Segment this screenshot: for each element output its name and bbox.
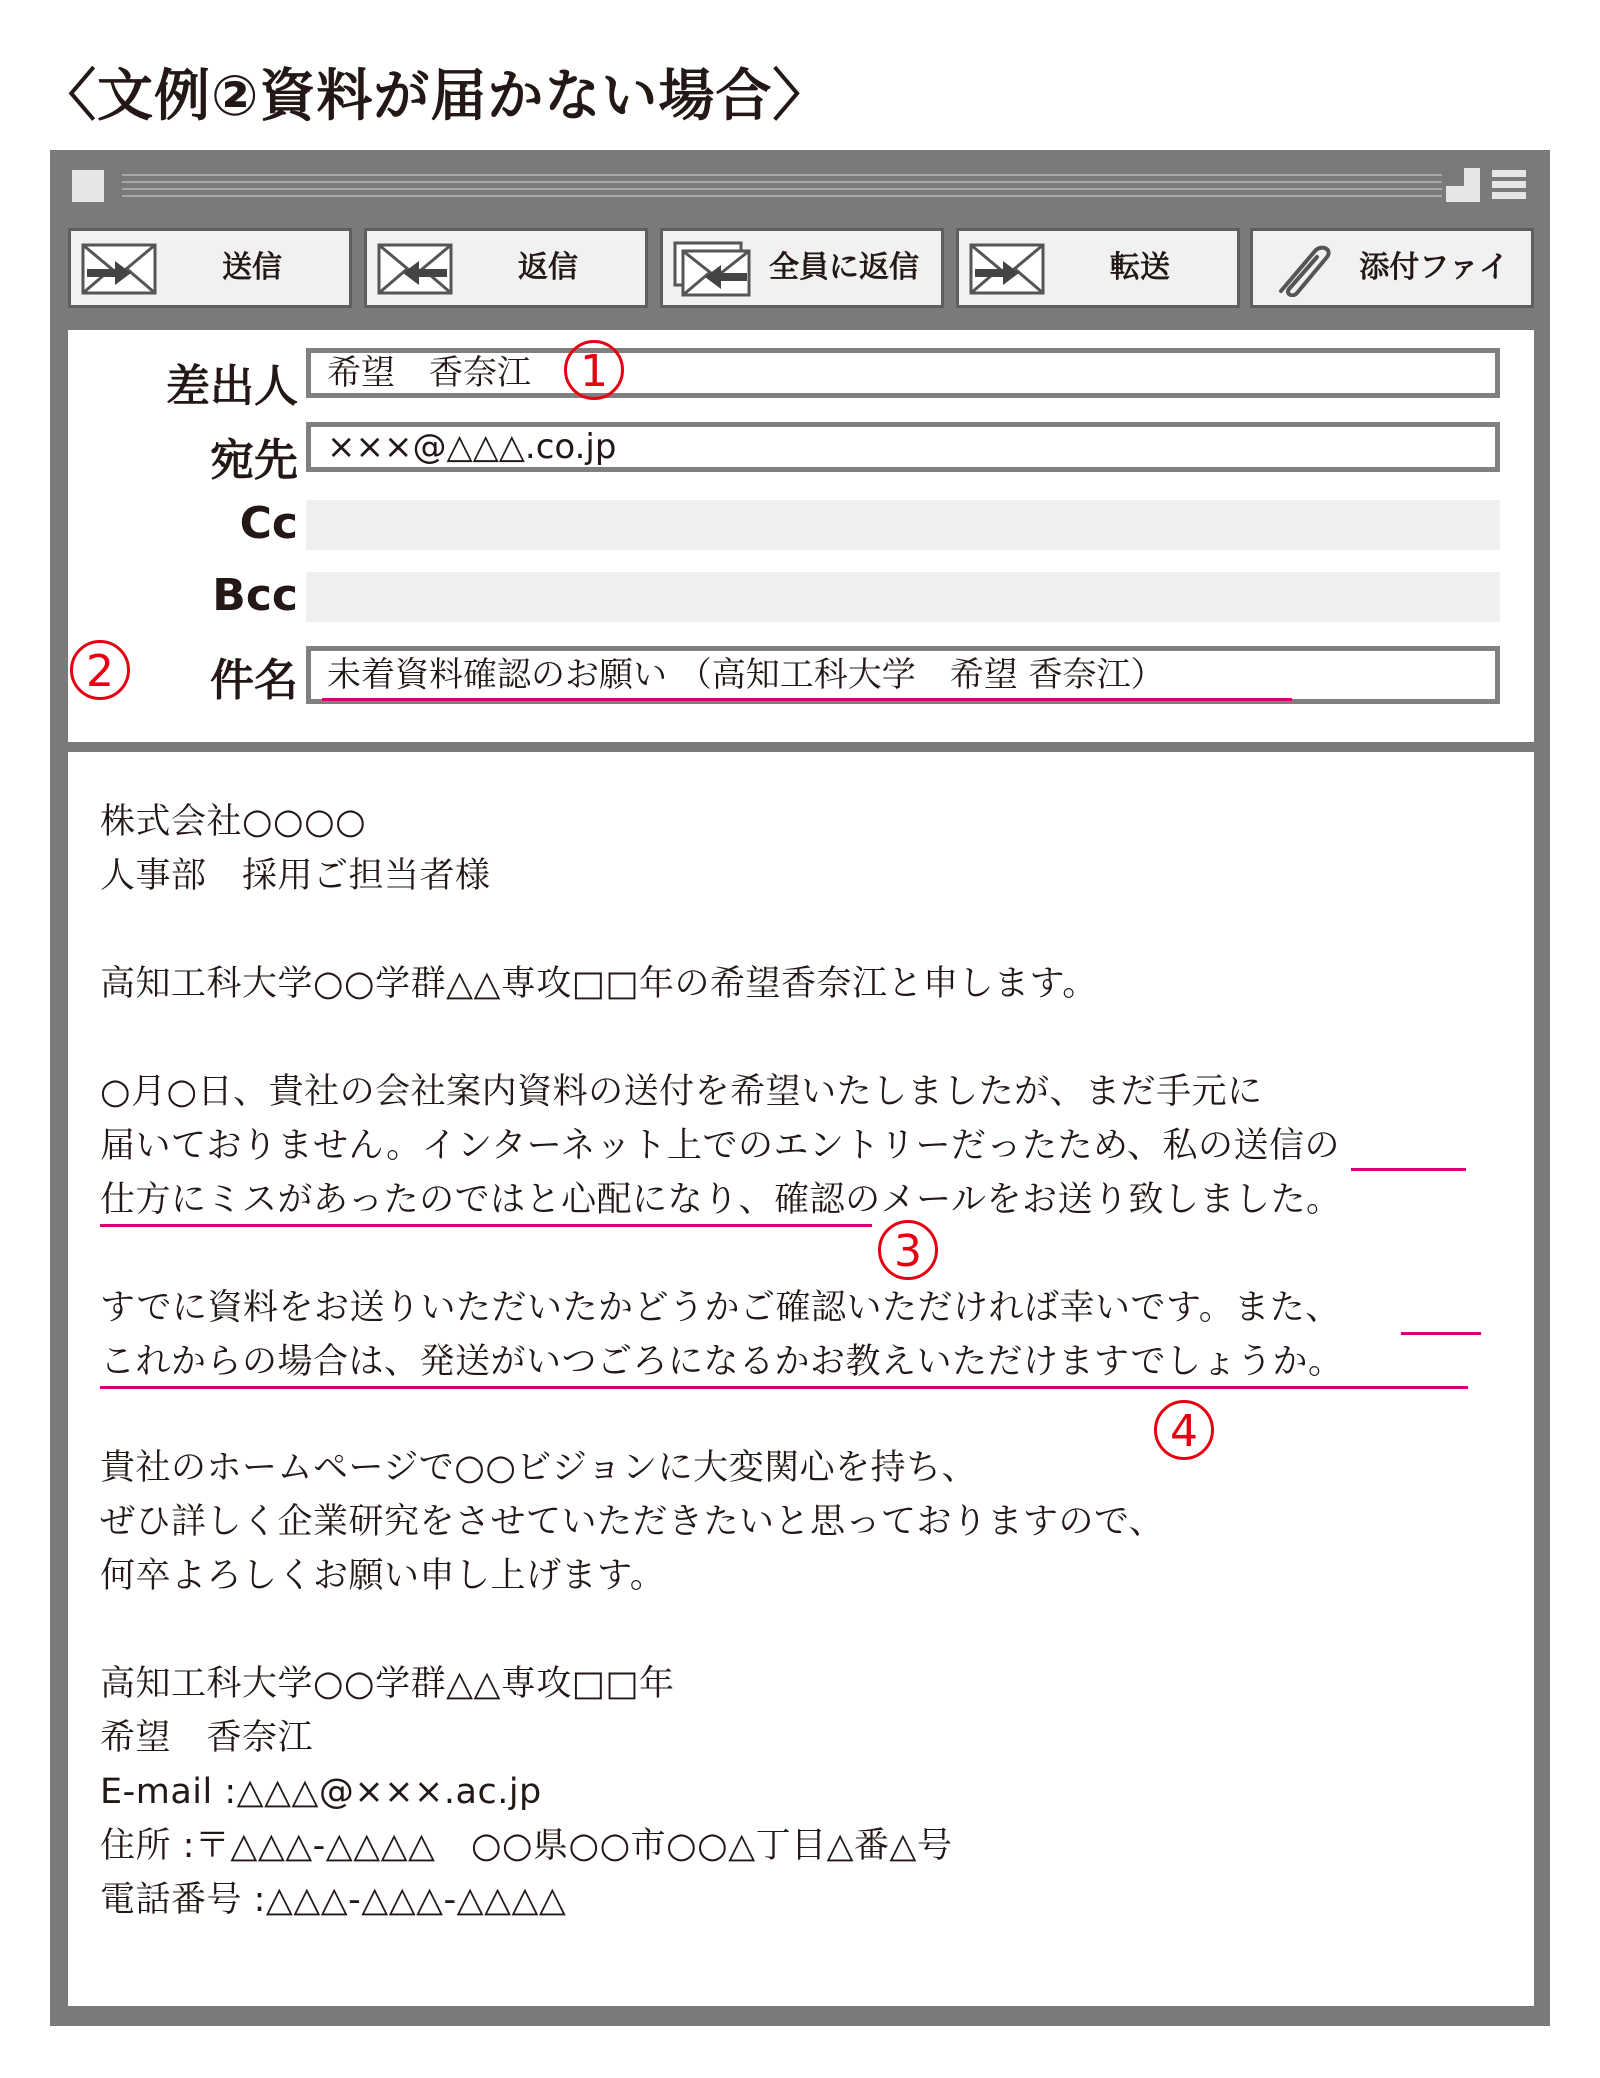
mail-toolbar	[68, 228, 1534, 310]
signature-line: E-mail :△△△@×××.ac.jp	[100, 1772, 542, 1812]
send-envelope-icon	[81, 241, 161, 297]
paperclip-icon	[1263, 241, 1343, 297]
reply-all-envelope-icon	[673, 241, 753, 297]
reply-all-button[interactable]	[660, 228, 944, 308]
reply-label: 返信	[518, 250, 578, 285]
subject-field[interactable]: 未着資料確認のお願い （高知工科大学 希望 香奈江）	[306, 646, 1500, 704]
from-field[interactable]: 希望 香奈江	[306, 348, 1500, 398]
marker-3: 3	[878, 1220, 938, 1280]
hamburger-menu-icon[interactable]	[1492, 170, 1526, 200]
cc-label: Cc	[239, 498, 298, 549]
subject-underline	[322, 698, 1292, 701]
send-button[interactable]	[68, 228, 352, 308]
forward-envelope-icon	[969, 241, 1049, 297]
body-line: 仕方にミスがあったのではと心配になり、確認のメールをお送り致しました。	[100, 1180, 1342, 1220]
attach-file-label: 添付ファイ	[1359, 250, 1509, 285]
body-line: 届いておりません。インターネット上でのエントリーだったため、私の送信の	[100, 1126, 1341, 1166]
reply-button[interactable]	[364, 228, 648, 308]
body-line: 貴社のホームページで○○ビジョンに大変関心を持ち、	[100, 1448, 978, 1488]
cc-field[interactable]	[306, 500, 1500, 550]
title-bar	[50, 150, 1550, 222]
request-underline-a	[1401, 1332, 1481, 1335]
bcc-field[interactable]	[306, 572, 1500, 622]
from-label: 差出人	[166, 361, 298, 412]
signature-line: 電話番号 :△△△-△△△-△△△△	[100, 1880, 567, 1920]
request-underline-b	[100, 1386, 1468, 1389]
to-label: 宛先	[210, 435, 298, 486]
body-line: ○月○日、貴社の会社案内資料の送付を希望いたしましたが、まだ手元に	[100, 1072, 1263, 1112]
restore-window-icon[interactable]	[1446, 168, 1480, 202]
marker-4: 4	[1154, 1400, 1214, 1460]
body-line: 何卒よろしくお願い申し上げます。	[100, 1556, 666, 1596]
body-line: すでに資料をお送りいただいたかどうかご確認いただければ幸いです。また、	[100, 1288, 1341, 1328]
marker-2: 2	[70, 640, 130, 700]
body-line: 高知工科大学○○学群△△専攻□□年の希望香奈江と申します。	[100, 964, 1098, 1004]
body-line: ぜひ詳しく企業研究をさせていただきたいと思っておりますので、	[100, 1502, 1165, 1542]
page-title: 〈文例②資料が届かない場合〉	[40, 64, 830, 129]
bcc-label: Bcc	[212, 570, 298, 621]
body-line: 株式会社○○○○	[100, 802, 367, 842]
signature-line: 希望 香奈江	[100, 1718, 314, 1758]
mail-window	[50, 150, 1550, 2026]
send-label: 送信	[222, 250, 282, 285]
title-bar-grip[interactable]	[122, 174, 1442, 202]
concern-underline-a	[1351, 1168, 1466, 1171]
window-menu-icon[interactable]	[72, 170, 104, 202]
attach-file-button[interactable]	[1250, 228, 1534, 308]
body-line: 人事部 採用ご担当者様	[100, 856, 491, 896]
mail-body-panel	[68, 752, 1534, 2006]
mail-header-panel	[68, 330, 1534, 742]
forward-button[interactable]	[956, 228, 1240, 308]
marker-1: 1	[564, 340, 624, 400]
signature-line: 住所 :〒△△△-△△△△ ○○県○○市○○△丁目△番△号	[100, 1826, 953, 1866]
body-line: これからの場合は、発送がいつごろになるかお教えいただけますでしょうか。	[100, 1342, 1344, 1382]
reply-envelope-icon	[377, 241, 457, 297]
subject-label: 件名	[210, 655, 298, 706]
signature-line: 高知工科大学○○学群△△専攻□□年	[100, 1664, 675, 1704]
concern-underline-b	[100, 1224, 872, 1227]
forward-label: 転送	[1110, 250, 1170, 285]
reply-all-label: 全員に返信	[769, 250, 919, 285]
to-field[interactable]: ×××@△△△.co.jp	[306, 422, 1500, 472]
